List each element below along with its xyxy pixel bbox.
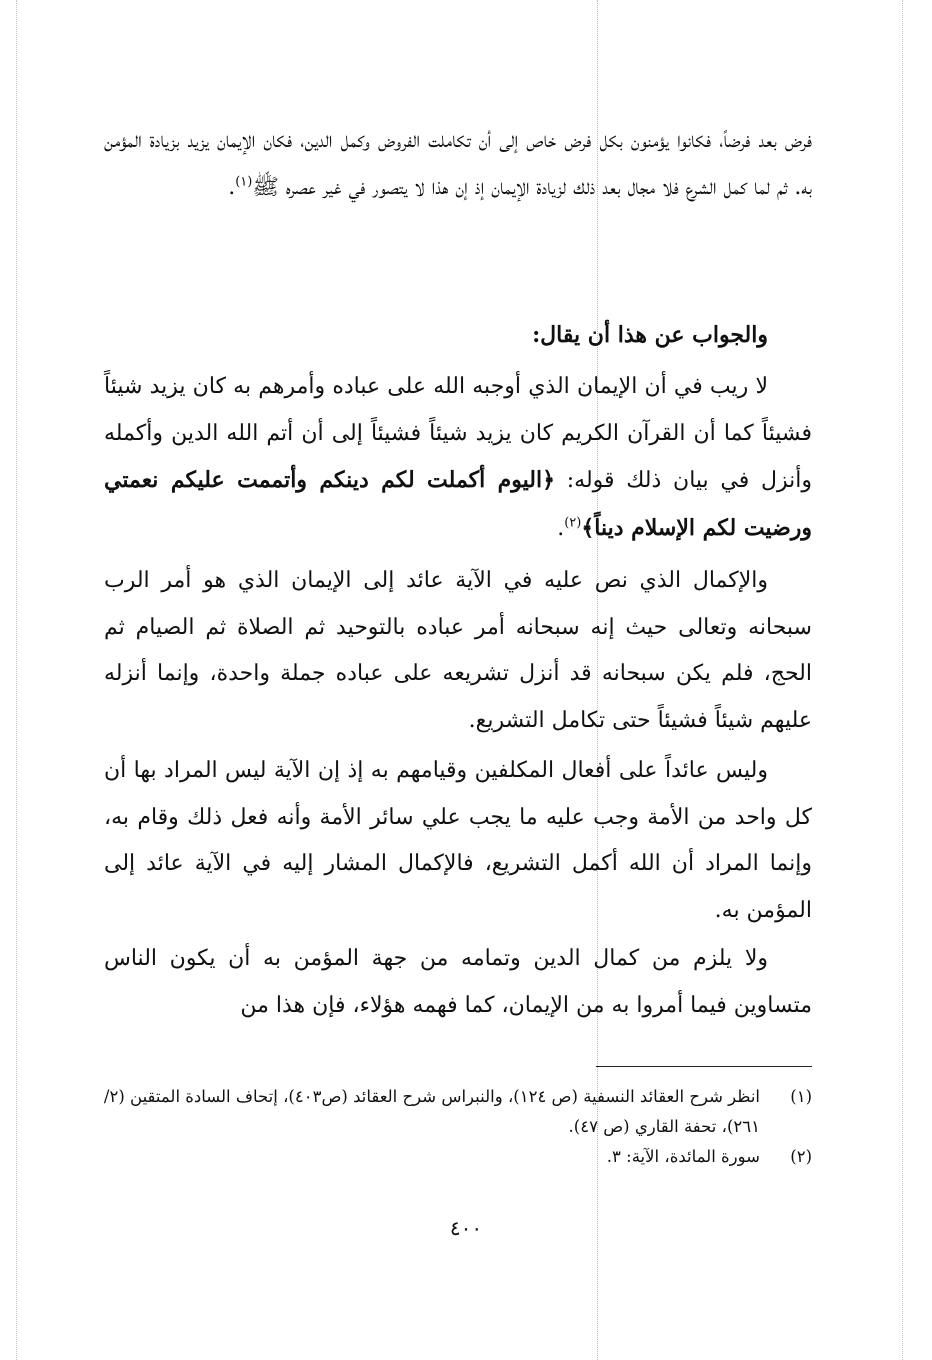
footnote-ref-2[interactable]: (٢) <box>564 515 582 531</box>
heading-text: والجواب عن هذا أن يقال: <box>532 322 768 348</box>
scan-artifact-line-right <box>902 0 903 1360</box>
paragraph-5 <box>104 936 812 1029</box>
footnote-ref-1[interactable]: (١) <box>235 174 253 190</box>
footnote-1 <box>100 1082 812 1142</box>
paragraph-2-text <box>104 364 812 552</box>
footnote-2-number: (٢) <box>790 1147 812 1166</box>
section-heading <box>104 312 812 359</box>
paragraph-4-text: وليس عائداً على أفعال المكلفين وقيامهم به إذ إن الآية ليس المراد بها أن كل واحد من الأمة وجب عليه ما يجب علي سائر الأمة وأنه فعل ذلك وقام به، وإنما المراد أن الله أكمل التشريع، فالإكمال المشار إليه في الآية عائد إلى المؤمن به. <box>104 758 812 923</box>
footnotes-section <box>100 1082 812 1172</box>
paragraph-2-body: لا ريب في أن الإيمان الذي أوجبه الله على عباده وأمرهم به كان يزيد شيئاً فشيئاً كما أن القرآن الكريم كان يزيد شيئاً فشيئاً إلى أن أتم الله الدين وأكمله وأنزل في بيان ذلك قوله: <box>104 374 812 493</box>
paragraph-5-text: ولا يلزم من كمال الدين وتمامه من جهة المؤمن به أن يكون الناس متساوين فيما أمروا به من الإيمان، كما فهمه هؤلاء، فإن هذا من <box>104 946 812 1018</box>
footnote-1-number: (١) <box>790 1087 812 1106</box>
footnote-separator <box>596 1066 812 1067</box>
footnote-1-text: انظر شرح العقائد النسفية (ص ١٢٤)، والنبراس شرح العقائد (ص٤٠٣)، إتحاف السادة المتقين (٢/ ٢٦١)، تحفة القاري (ص ٤٧). <box>103 1087 760 1136</box>
paragraph-1-body: فرض بعد فرضاً، فكانوا يؤمنون بكل فرض خاص إلى أن تكاملت الفروض وكمل الدين، فكان الإيمان يزيد بزيادة المؤمن به. ثم لما كمل الشرع فلا مجال بعد ذلك لزيادة الإيمان إذ إن هذا لا يتصور في غير عصره ﷺ <box>104 128 812 200</box>
quran-quote: ﴿اليوم أكملت لكم دينكم وأتممت عليكم نعمتي ورضيت لكم الإسلام ديناً﴾ <box>104 467 812 541</box>
paragraph-1 <box>104 118 812 211</box>
paragraph-2-end: . <box>557 515 565 541</box>
footnote-2-text: سورة المائدة، الآية: ٣. <box>606 1147 760 1166</box>
paragraph-3 <box>104 558 812 744</box>
scan-artifact-line-left <box>16 0 17 1360</box>
paragraph-4 <box>104 748 812 934</box>
footnote-2 <box>100 1142 812 1172</box>
page-number: ٤٠٠ <box>449 1216 483 1240</box>
paragraph-1-end: . <box>228 174 236 200</box>
paragraph-2 <box>104 364 812 552</box>
paragraph-1-text <box>104 118 812 211</box>
paragraph-3-text: والإكمال الذي نص عليه في الآية عائد إلى الإيمان الذي هو أمر الرب سبحانه وتعالى حيث إنه سبحانه أمر عباده بالتوحيد ثم الصلاة ثم الصيام ثم الحج، فلم يكن سبحانه قد أنزل تشريعه على عباده جملة واحدة، وإنما أنزله عليهم شيئاً فشيئاً حتى تكامل التشريع. <box>104 568 812 733</box>
